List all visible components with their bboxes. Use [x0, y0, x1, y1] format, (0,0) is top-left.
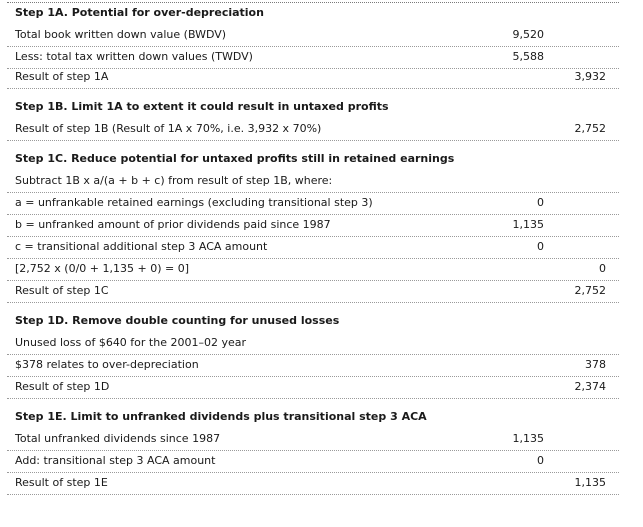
row-label: Less: total tax written down values (TWDV)	[15, 50, 253, 63]
amount-col2: 0	[599, 262, 606, 275]
heading-label: Step 1E. Limit to unfranked dividends plus transitional step 3 ACA	[15, 410, 427, 423]
table-row	[7, 66, 619, 89]
row-label: Result of step 1D	[15, 380, 110, 393]
amount-col2: 2,752	[574, 284, 606, 297]
amount-col2: 378	[585, 358, 606, 371]
row-label: Result of step 1A	[15, 70, 109, 83]
table-row	[7, 472, 619, 495]
table-row	[7, 258, 619, 281]
row-label: [2,752 x (0/0 + 1,135 + 0) = 0]	[15, 262, 189, 275]
amount-col1: 0	[537, 240, 544, 253]
row-label: Unused loss of $640 for the 2001–02 year	[15, 336, 247, 349]
section-heading-1e	[7, 406, 619, 428]
table-row	[7, 236, 619, 259]
table-row	[7, 376, 619, 399]
calculation-table	[7, 0, 619, 527]
amount-col2: 2,374	[574, 380, 606, 393]
row-label: Result of step 1B (Result of 1A x 70%, i.e. 3,932 x 70%)	[15, 122, 322, 135]
amount-col2: 2,752	[574, 122, 606, 135]
amount-col2: 3,932	[574, 70, 606, 83]
row-label: Add: transitional step 3 ACA amount	[15, 454, 216, 467]
amount-col1: 5,588	[512, 50, 544, 63]
amount-col2: 1,135	[574, 476, 606, 489]
amount-col1: 0	[537, 454, 544, 467]
row-label: Subtract 1B x a/(a + b + c) from result of step 1B, where:	[15, 174, 333, 187]
table-row	[7, 118, 619, 141]
table-row	[7, 214, 619, 237]
section-heading-1a	[7, 2, 619, 24]
row-label: Result of step 1C	[15, 284, 109, 297]
heading-label: Step 1C. Reduce potential for untaxed profits still in retained earnings	[15, 152, 455, 165]
table-row	[7, 192, 619, 215]
table-row	[7, 354, 619, 377]
row-label: Total unfranked dividends since 1987	[15, 432, 221, 445]
table-row	[7, 428, 619, 451]
row-label: c = transitional additional step 3 ACA amount	[15, 240, 268, 253]
amount-col1: 9,520	[512, 28, 544, 41]
amount-col1: 0	[537, 196, 544, 209]
amount-col1: 1,135	[512, 218, 544, 231]
row-label: a = unfrankable retained earnings (excluding transitional step 3)	[15, 196, 373, 209]
section-heading-1c	[7, 148, 619, 170]
row-label: $378 relates to over-depreciation	[15, 358, 199, 371]
table-row	[7, 332, 619, 355]
section-heading-1b	[7, 96, 619, 118]
amount-col1: 1,135	[512, 432, 544, 445]
section-heading-1d	[7, 310, 619, 332]
heading-label: Step 1D. Remove double counting for unused losses	[15, 314, 340, 327]
heading-label: Step 1B. Limit 1A to extent it could result in untaxed profits	[15, 100, 389, 113]
heading-label: Step 1A. Potential for over-depreciation	[15, 6, 264, 19]
table-row	[7, 170, 619, 193]
row-label: b = unfranked amount of prior dividends paid since 1987	[15, 218, 331, 231]
table-row	[7, 280, 619, 303]
row-label: Result of step 1E	[15, 476, 108, 489]
row-label: Total book written down value (BWDV)	[15, 28, 227, 41]
table-row	[7, 450, 619, 473]
table-row	[7, 24, 619, 47]
